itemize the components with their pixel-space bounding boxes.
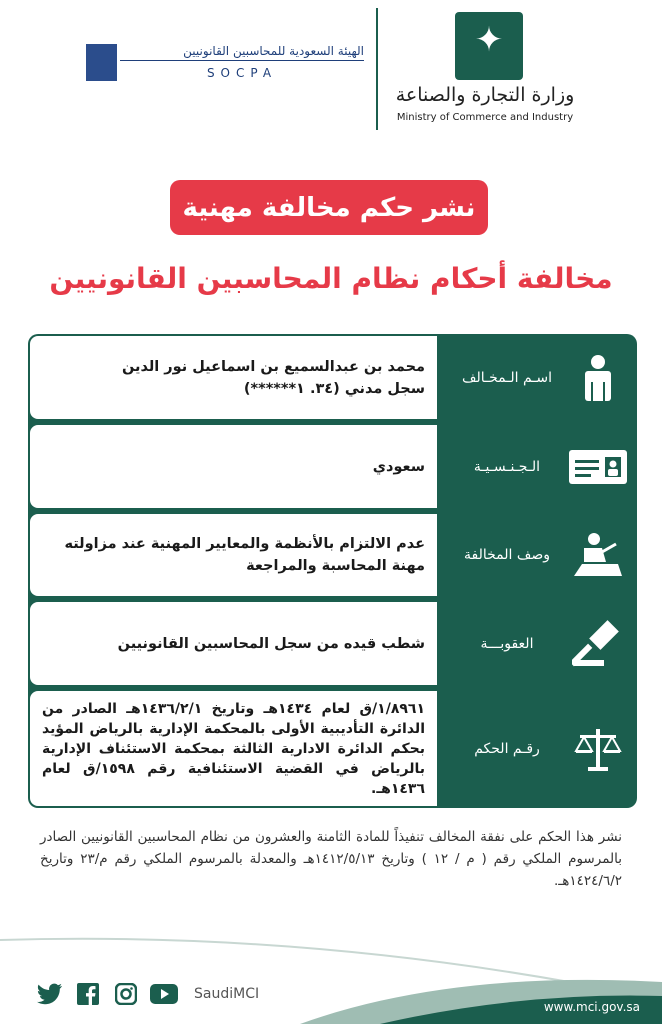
penalty-value: شطب قيده من سجل المحاسبين القانونيين [117, 635, 425, 652]
row-label: رقـم الحكم [474, 740, 540, 757]
socpa-name-en: SOCPA [206, 66, 278, 80]
table-row [28, 512, 637, 598]
violation-banner: نشر حكم مخالفة مهنية [170, 180, 488, 235]
header-divider [376, 8, 378, 130]
row-value-box [30, 602, 437, 685]
socpa-name-ar: الهيئة السعودية للمحاسبين القانونيين [120, 44, 364, 61]
violation-description-line1: عدم الالتزام بالأنظمة والمعايير المهنية عند مزاولته [64, 536, 425, 552]
ministry-logo [455, 12, 523, 80]
id-card-icon [568, 423, 628, 510]
facebook-icon[interactable] [74, 982, 102, 1006]
socpa-logo-mark [86, 44, 117, 81]
gavel-icon [568, 600, 628, 687]
row-value-box [30, 336, 437, 419]
nationality-value: سعودي [372, 458, 425, 475]
row-label: اسـم الـمخـالف [462, 369, 553, 386]
social-links [36, 982, 259, 1006]
row-label: العقوبـــة [480, 635, 534, 652]
social-handle[interactable]: SaudiMCI [194, 986, 260, 1002]
ministry-name-ar: وزارة التجارة والصناعة [395, 84, 575, 106]
table-row [28, 600, 637, 687]
instagram-icon[interactable] [112, 982, 140, 1006]
row-value-box [30, 425, 437, 508]
person-icon [568, 334, 628, 421]
ruling-number-value: ١/٨٩٦١/ق لعام ١٤٣٤هـ وتاريخ ١٤٣٦/٢/١هـ الصادر من الدائرة التأديبية الأولى بالمحكمة الإدارية بالرياض المؤيد بحكم الدائرة الادارية الثالثة بمحكمة الاستئناف الإدارية بالرياض في القضية الاستئنافية رقم ١٥٩٨/ق لعام ١٤٣٦هـ. [42, 700, 425, 797]
civil-record: سجل مدني (٣٤. ١******) [243, 380, 425, 397]
table-row [28, 689, 637, 808]
table-row [28, 334, 637, 421]
row-label: الـجـنـسـيـة [473, 458, 541, 475]
row-value-box [30, 514, 437, 596]
page-subtitle: مخالفة أحكام نظام المحاسبين القانونيين [49, 262, 613, 295]
violation-description-line2: مهنة المحاسبة والمراجعة [246, 558, 425, 574]
row-value-box [30, 691, 437, 806]
violator-name: محمد بن عبدالسميع بن اسماعيل نور الدين [121, 358, 425, 375]
table-row [28, 423, 637, 510]
violation-description-value [42, 514, 425, 596]
palm-swords-emblem-icon: ✦ [474, 20, 504, 60]
twitter-icon[interactable] [36, 982, 64, 1006]
scales-icon [568, 689, 628, 808]
row-label: وصف المخالفة [464, 547, 550, 563]
violator-name-value [42, 336, 425, 419]
writer-icon [568, 512, 628, 598]
ministry-name-en: Ministry of Commerce and Industry [396, 112, 574, 123]
website-link[interactable]: www.mci.gov.sa [543, 1000, 640, 1014]
legal-note: نشر هذا الحكم على نفقة المخالف تنفيذاً للمادة الثامنة والعشرون من نظام المحاسبين القانونيين الصادر بالمرسوم الملكي رقم ( م / ١٢ ) وتاريخ ١٤١٢/٥/١٣هـ والمعدلة بالمرسوم الملكي رقم م/٢٣ وتاريخ ١٤٢٤/٦/٢هـ. [40, 829, 622, 889]
ruling-table [28, 334, 637, 808]
youtube-icon[interactable] [150, 982, 178, 1006]
